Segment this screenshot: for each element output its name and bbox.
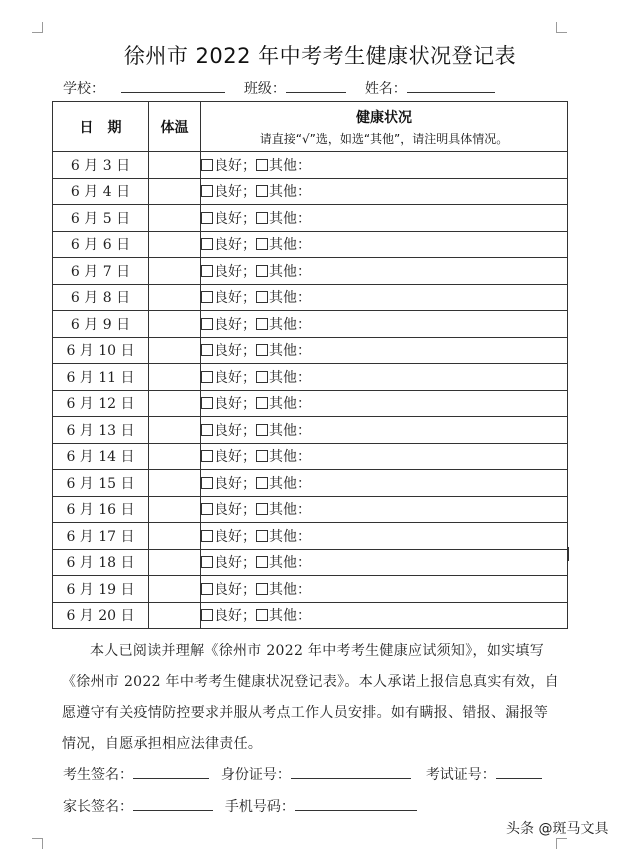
good-label: 良好；	[214, 475, 256, 492]
other-label: 其他：	[269, 475, 311, 492]
id-number-label: 身份证号：	[220, 767, 291, 783]
table-header-row	[53, 102, 568, 152]
document-title: 徐州市 2022 年中考考生健康状况登记表	[123, 44, 517, 68]
temperature-cell[interactable]	[149, 602, 201, 629]
table-row	[53, 470, 568, 497]
good-checkbox[interactable]	[201, 530, 213, 542]
other-checkbox[interactable]	[256, 503, 268, 515]
other-label: 其他：	[269, 210, 311, 227]
other-label: 其他：	[269, 608, 311, 625]
good-label: 良好；	[214, 528, 256, 545]
other-label: 其他：	[269, 369, 311, 386]
row-date: 6 月 20 日	[53, 602, 149, 629]
table-row	[53, 549, 568, 576]
table-row	[53, 443, 568, 470]
temperature-cell[interactable]	[149, 205, 201, 232]
health-status-cell	[201, 231, 568, 258]
other-checkbox[interactable]	[256, 185, 268, 197]
temperature-cell[interactable]	[149, 178, 201, 205]
good-checkbox[interactable]	[201, 265, 213, 277]
good-checkbox[interactable]	[201, 212, 213, 224]
other-label: 其他：	[269, 263, 311, 280]
temperature-cell[interactable]	[149, 523, 201, 550]
other-label: 其他：	[269, 528, 311, 545]
table-row	[53, 178, 568, 205]
health-status-cell	[201, 364, 568, 391]
margin-mark-bottom-right	[556, 838, 567, 849]
other-checkbox[interactable]	[256, 265, 268, 277]
exam-number-field[interactable]	[496, 764, 542, 779]
temperature-cell[interactable]	[149, 470, 201, 497]
other-label: 其他：	[269, 555, 311, 572]
health-status-cell	[201, 443, 568, 470]
good-label: 良好；	[214, 210, 256, 227]
row-date: 6 月 5 日	[53, 205, 149, 232]
good-label: 良好；	[214, 555, 256, 572]
temperature-cell[interactable]	[149, 576, 201, 603]
row-date: 6 月 14 日	[53, 443, 149, 470]
good-checkbox[interactable]	[201, 159, 213, 171]
school-label: 学校：	[63, 81, 105, 97]
pledge-paragraph: 本人已阅读并理解《徐州市 2022 年中考考生健康应试须知》，如实填写《徐州市 2022 年中考考生健康状况登记表》。本人承诺上报信息真实有效，自愿遵守有关疫情防控要求并服从考点工作人员安排。如有瞒报、错报、漏报等情况，自愿承担相应法律责任。	[62, 643, 559, 752]
other-checkbox[interactable]	[256, 238, 268, 250]
signature-row-2	[63, 796, 417, 816]
table-row	[53, 364, 568, 391]
other-label: 其他：	[269, 343, 311, 360]
good-label: 良好；	[214, 184, 256, 201]
other-label: 其他：	[269, 502, 311, 519]
margin-mark-bottom-left	[32, 838, 43, 849]
temperature-cell[interactable]	[149, 152, 201, 179]
good-label: 良好；	[214, 608, 256, 625]
health-status-cell	[201, 470, 568, 497]
health-status-cell	[201, 523, 568, 550]
class-field[interactable]	[286, 78, 346, 93]
info-row	[63, 78, 495, 98]
other-checkbox[interactable]	[256, 424, 268, 436]
parent-sign-label: 家长签名：	[63, 799, 133, 815]
health-status-cell	[201, 417, 568, 444]
other-label: 其他：	[269, 316, 311, 333]
name-field[interactable]	[407, 78, 495, 93]
other-checkbox[interactable]	[256, 530, 268, 542]
good-checkbox[interactable]	[201, 318, 213, 330]
header-health-note: 请直接“√”选，如选“其他”，请注明具体情况。	[259, 131, 509, 146]
cursor-mark	[568, 547, 569, 561]
temperature-cell[interactable]	[149, 417, 201, 444]
other-label: 其他：	[269, 157, 311, 174]
temperature-cell[interactable]	[149, 364, 201, 391]
row-date: 6 月 9 日	[53, 311, 149, 338]
phone-field[interactable]	[295, 796, 417, 811]
health-status-cell	[201, 152, 568, 179]
good-label: 良好；	[214, 157, 256, 174]
table-row	[53, 152, 568, 179]
good-label: 良好；	[214, 396, 256, 413]
temperature-cell[interactable]	[149, 496, 201, 523]
good-label: 良好；	[214, 263, 256, 280]
other-label: 其他：	[269, 449, 311, 466]
good-checkbox[interactable]	[201, 583, 213, 595]
good-label: 良好；	[214, 290, 256, 307]
good-label: 良好；	[214, 449, 256, 466]
other-label: 其他：	[269, 184, 311, 201]
good-label: 良好；	[214, 316, 256, 333]
row-date: 6 月 3 日	[53, 152, 149, 179]
good-checkbox[interactable]	[201, 238, 213, 250]
temperature-cell[interactable]	[149, 549, 201, 576]
row-date: 6 月 19 日	[53, 576, 149, 603]
health-status-cell	[201, 337, 568, 364]
health-status-cell	[201, 549, 568, 576]
health-status-cell	[201, 576, 568, 603]
table-row	[53, 523, 568, 550]
other-checkbox[interactable]	[256, 397, 268, 409]
good-checkbox[interactable]	[201, 397, 213, 409]
header-health	[201, 102, 568, 152]
other-checkbox[interactable]	[256, 291, 268, 303]
other-checkbox[interactable]	[256, 371, 268, 383]
other-checkbox[interactable]	[256, 450, 268, 462]
other-label: 其他：	[269, 290, 311, 307]
row-date: 6 月 13 日	[53, 417, 149, 444]
other-checkbox[interactable]	[256, 477, 268, 489]
table-row	[53, 602, 568, 629]
table-row	[53, 337, 568, 364]
good-checkbox[interactable]	[201, 344, 213, 356]
health-status-cell	[201, 284, 568, 311]
table-row	[53, 417, 568, 444]
phone-label: 手机号码：	[224, 799, 295, 815]
other-label: 其他：	[269, 422, 311, 439]
exam-number-label: 考试证号：	[425, 767, 496, 783]
good-label: 良好；	[214, 237, 256, 254]
row-date: 6 月 10 日	[53, 337, 149, 364]
temperature-cell[interactable]	[149, 337, 201, 364]
table-row	[53, 390, 568, 417]
good-label: 良好；	[214, 502, 256, 519]
good-label: 良好；	[214, 369, 256, 386]
other-checkbox[interactable]	[256, 583, 268, 595]
row-date: 6 月 16 日	[53, 496, 149, 523]
health-status-cell	[201, 258, 568, 285]
row-date: 6 月 15 日	[53, 470, 149, 497]
row-date: 6 月 4 日	[53, 178, 149, 205]
row-date: 6 月 8 日	[53, 284, 149, 311]
good-label: 良好；	[214, 343, 256, 360]
other-checkbox[interactable]	[256, 318, 268, 330]
good-checkbox[interactable]	[201, 291, 213, 303]
row-date: 6 月 11 日	[53, 364, 149, 391]
signature-row-1	[63, 764, 542, 784]
temperature-cell[interactable]	[149, 390, 201, 417]
good-checkbox[interactable]	[201, 556, 213, 568]
header-date: 日 期	[53, 102, 149, 152]
health-status-cell	[201, 602, 568, 629]
other-checkbox[interactable]	[256, 159, 268, 171]
table-row	[53, 284, 568, 311]
other-checkbox[interactable]	[256, 212, 268, 224]
header-health-title: 健康状况	[356, 109, 412, 126]
health-status-cell	[201, 178, 568, 205]
good-checkbox[interactable]	[201, 503, 213, 515]
good-label: 良好；	[214, 422, 256, 439]
table-row	[53, 496, 568, 523]
school-field[interactable]	[121, 78, 225, 93]
row-date: 6 月 7 日	[53, 258, 149, 285]
margin-mark-top-right	[556, 22, 567, 33]
temperature-cell[interactable]	[149, 311, 201, 338]
student-sign-field[interactable]	[133, 764, 209, 779]
good-checkbox[interactable]	[201, 609, 213, 621]
health-status-cell	[201, 311, 568, 338]
temperature-cell[interactable]	[149, 258, 201, 285]
margin-mark-top-left	[32, 22, 43, 33]
temperature-cell[interactable]	[149, 284, 201, 311]
other-label: 其他：	[269, 581, 311, 598]
health-register-table	[52, 101, 568, 629]
student-sign-label: 考生签名：	[63, 767, 133, 783]
row-date: 6 月 6 日	[53, 231, 149, 258]
health-status-cell	[201, 205, 568, 232]
row-date: 6 月 17 日	[53, 523, 149, 550]
row-date: 6 月 12 日	[53, 390, 149, 417]
id-number-field[interactable]	[291, 764, 411, 779]
other-checkbox[interactable]	[256, 609, 268, 621]
temperature-cell[interactable]	[149, 231, 201, 258]
table-row	[53, 231, 568, 258]
good-label: 良好；	[214, 581, 256, 598]
header-temperature: 体温	[149, 102, 201, 152]
watermark: 头条 @斑马文具	[506, 821, 609, 837]
table-row	[53, 576, 568, 603]
good-checkbox[interactable]	[201, 450, 213, 462]
parent-sign-field[interactable]	[133, 796, 213, 811]
temperature-cell[interactable]	[149, 443, 201, 470]
row-date: 6 月 18 日	[53, 549, 149, 576]
class-label: 班级：	[243, 81, 286, 97]
other-checkbox[interactable]	[256, 556, 268, 568]
table-row	[53, 258, 568, 285]
other-checkbox[interactable]	[256, 344, 268, 356]
health-status-cell	[201, 496, 568, 523]
table-row	[53, 205, 568, 232]
good-checkbox[interactable]	[201, 424, 213, 436]
good-checkbox[interactable]	[201, 477, 213, 489]
table-row	[53, 311, 568, 338]
health-status-cell	[201, 390, 568, 417]
other-label: 其他：	[269, 237, 311, 254]
other-label: 其他：	[269, 396, 311, 413]
name-label: 姓名：	[364, 81, 407, 97]
good-checkbox[interactable]	[201, 185, 213, 197]
good-checkbox[interactable]	[201, 371, 213, 383]
